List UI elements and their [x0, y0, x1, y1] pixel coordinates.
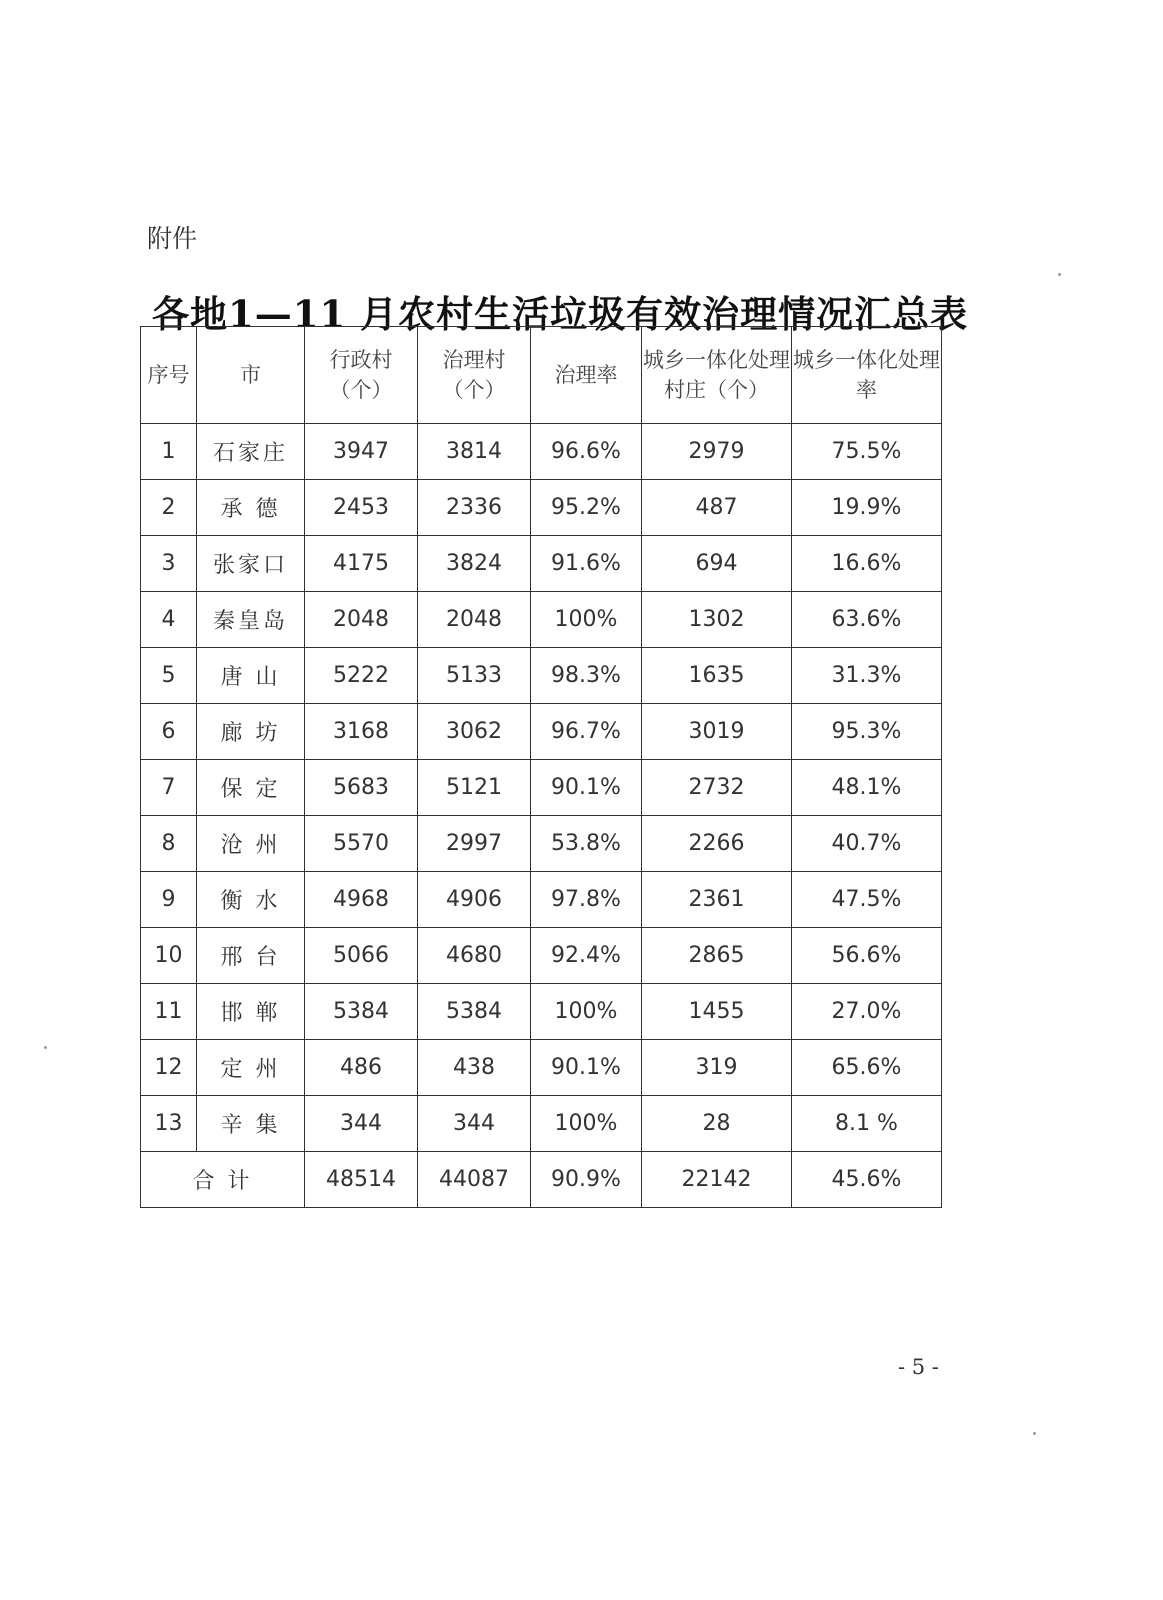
header-treated-villages: 治理村（个）	[418, 327, 531, 424]
cell-rate: 90.1%	[531, 760, 642, 816]
cell-seq: 1	[141, 424, 197, 480]
cell-int-rate: 27.0%	[792, 984, 942, 1040]
cell-admin: 486	[305, 1040, 418, 1096]
cell-treated: 2336	[418, 480, 531, 536]
header-city: 市	[197, 327, 305, 424]
cell-city: 辛 集	[197, 1096, 305, 1152]
cell-city: 沧 州	[197, 816, 305, 872]
cell-rate: 100%	[531, 984, 642, 1040]
header-row	[141, 327, 942, 424]
cell-city: 石家庄	[197, 424, 305, 480]
cell-rate: 53.8%	[531, 816, 642, 872]
cell-integrated: 3019	[642, 704, 792, 760]
cell-integrated: 1302	[642, 592, 792, 648]
cell-treated: 3824	[418, 536, 531, 592]
cell-int-rate: 40.7%	[792, 816, 942, 872]
table-row	[141, 648, 942, 704]
cell-rate: 92.4%	[531, 928, 642, 984]
cell-treated: 5121	[418, 760, 531, 816]
cell-city: 秦皇岛	[197, 592, 305, 648]
cell-treated: 4906	[418, 872, 531, 928]
cell-rate: 96.7%	[531, 704, 642, 760]
cell-admin: 5570	[305, 816, 418, 872]
table-row	[141, 592, 942, 648]
cell-int-rate: 8.1 %	[792, 1096, 942, 1152]
cell-admin: 3168	[305, 704, 418, 760]
cell-treated: 5133	[418, 648, 531, 704]
table-row	[141, 704, 942, 760]
total-integrated: 22142	[642, 1152, 792, 1208]
document-title: 各地1—11 月农村生活垃圾有效治理情况汇总表	[152, 292, 969, 336]
cell-int-rate: 75.5%	[792, 424, 942, 480]
cell-admin: 5384	[305, 984, 418, 1040]
cell-integrated: 2732	[642, 760, 792, 816]
cell-rate: 97.8%	[531, 872, 642, 928]
cell-treated: 3062	[418, 704, 531, 760]
cell-seq: 4	[141, 592, 197, 648]
total-treated: 44087	[418, 1152, 531, 1208]
cell-integrated: 1455	[642, 984, 792, 1040]
cell-rate: 100%	[531, 592, 642, 648]
cell-seq: 2	[141, 480, 197, 536]
attachment-label: 附件	[147, 224, 198, 253]
header-admin-villages: 行政村（个）	[305, 327, 418, 424]
cell-rate: 90.1%	[531, 1040, 642, 1096]
page-number: - 5 -	[898, 1355, 939, 1379]
cell-int-rate: 63.6%	[792, 592, 942, 648]
table-row	[141, 928, 942, 984]
cell-treated: 5384	[418, 984, 531, 1040]
cell-integrated: 694	[642, 536, 792, 592]
total-int-rate: 45.6%	[792, 1152, 942, 1208]
table-row	[141, 816, 942, 872]
cell-city: 邢 台	[197, 928, 305, 984]
cell-seq: 10	[141, 928, 197, 984]
scan-speck	[44, 1046, 47, 1049]
table-row	[141, 536, 942, 592]
cell-admin: 5222	[305, 648, 418, 704]
cell-seq: 12	[141, 1040, 197, 1096]
header-treatment-rate: 治理率	[531, 327, 642, 424]
cell-city: 定 州	[197, 1040, 305, 1096]
cell-city: 衡 水	[197, 872, 305, 928]
cell-rate: 98.3%	[531, 648, 642, 704]
cell-integrated: 2361	[642, 872, 792, 928]
cell-seq: 9	[141, 872, 197, 928]
header-integrated-villages: 城乡一体化处理村庄（个）	[642, 327, 792, 424]
cell-admin: 4175	[305, 536, 418, 592]
cell-rate: 95.2%	[531, 480, 642, 536]
table-row	[141, 424, 942, 480]
cell-seq: 6	[141, 704, 197, 760]
cell-int-rate: 19.9%	[792, 480, 942, 536]
cell-city: 承 德	[197, 480, 305, 536]
cell-city: 廊 坊	[197, 704, 305, 760]
cell-integrated: 1635	[642, 648, 792, 704]
scan-speck	[1058, 273, 1061, 276]
cell-seq: 3	[141, 536, 197, 592]
cell-int-rate: 47.5%	[792, 872, 942, 928]
cell-admin: 2453	[305, 480, 418, 536]
header-integrated-rate: 城乡一体化处理率	[792, 327, 942, 424]
cell-rate: 100%	[531, 1096, 642, 1152]
cell-admin: 2048	[305, 592, 418, 648]
table-row	[141, 1096, 942, 1152]
cell-treated: 344	[418, 1096, 531, 1152]
table-row	[141, 760, 942, 816]
cell-admin: 4968	[305, 872, 418, 928]
cell-city: 张家口	[197, 536, 305, 592]
summary-table	[140, 326, 942, 1208]
cell-integrated: 2266	[642, 816, 792, 872]
total-row	[141, 1152, 942, 1208]
cell-treated: 4680	[418, 928, 531, 984]
scan-speck	[1033, 1432, 1036, 1435]
cell-seq: 5	[141, 648, 197, 704]
cell-seq: 7	[141, 760, 197, 816]
cell-int-rate: 31.3%	[792, 648, 942, 704]
cell-int-rate: 56.6%	[792, 928, 942, 984]
cell-admin: 344	[305, 1096, 418, 1152]
table-row	[141, 1040, 942, 1096]
cell-admin: 5066	[305, 928, 418, 984]
cell-city: 唐 山	[197, 648, 305, 704]
total-admin: 48514	[305, 1152, 418, 1208]
total-rate: 90.9%	[531, 1152, 642, 1208]
table-row	[141, 872, 942, 928]
cell-treated: 438	[418, 1040, 531, 1096]
cell-integrated: 2979	[642, 424, 792, 480]
cell-admin: 5683	[305, 760, 418, 816]
cell-seq: 11	[141, 984, 197, 1040]
cell-int-rate: 16.6%	[792, 536, 942, 592]
table-row	[141, 480, 942, 536]
cell-city: 邯 郸	[197, 984, 305, 1040]
header-seq: 序号	[141, 327, 197, 424]
cell-int-rate: 48.1%	[792, 760, 942, 816]
cell-integrated: 319	[642, 1040, 792, 1096]
cell-integrated: 487	[642, 480, 792, 536]
cell-int-rate: 95.3%	[792, 704, 942, 760]
cell-treated: 2048	[418, 592, 531, 648]
cell-seq: 8	[141, 816, 197, 872]
cell-integrated: 28	[642, 1096, 792, 1152]
cell-int-rate: 65.6%	[792, 1040, 942, 1096]
cell-treated: 2997	[418, 816, 531, 872]
cell-treated: 3814	[418, 424, 531, 480]
cell-rate: 96.6%	[531, 424, 642, 480]
cell-integrated: 2865	[642, 928, 792, 984]
cell-admin: 3947	[305, 424, 418, 480]
cell-seq: 13	[141, 1096, 197, 1152]
table-row	[141, 984, 942, 1040]
cell-city: 保 定	[197, 760, 305, 816]
cell-rate: 91.6%	[531, 536, 642, 592]
total-label: 合 计	[141, 1152, 305, 1208]
